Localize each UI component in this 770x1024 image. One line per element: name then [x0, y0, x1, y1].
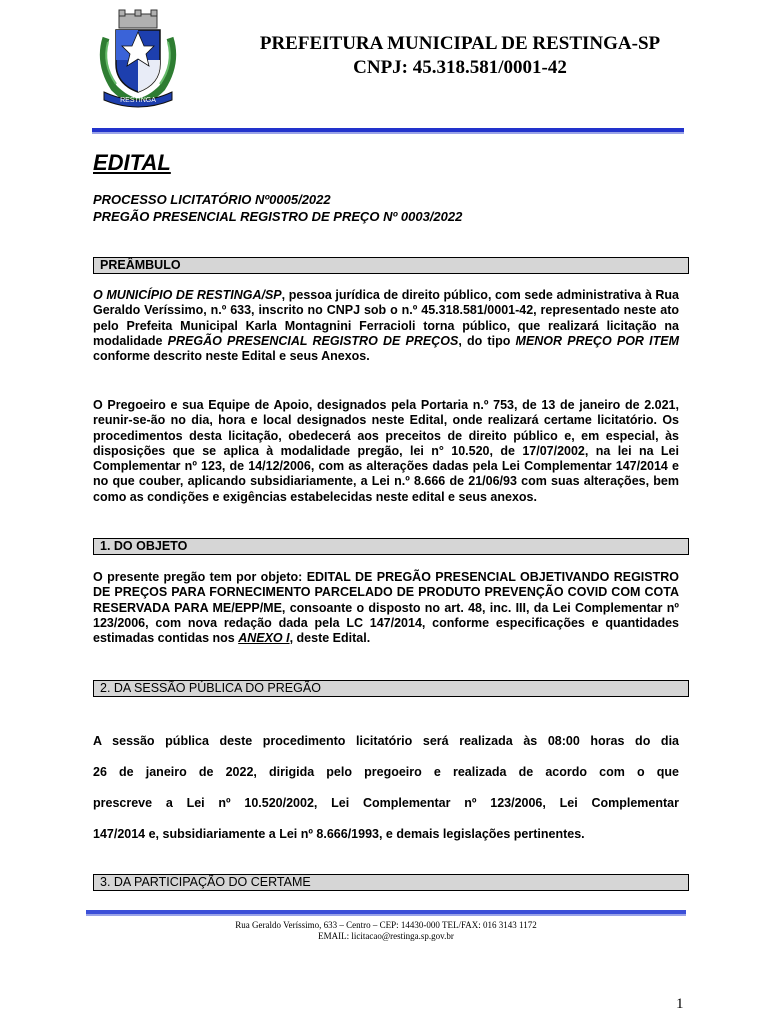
- footer: [86, 920, 686, 942]
- section-title: 2. DA SESSÃO PÚBLICA DO PREGÃO: [100, 681, 321, 695]
- sessao-line-4: 147/2014 e, subsidiariamente a Lei nº 8.666/1993, e demais legislações pertinentes.: [93, 827, 585, 841]
- document-title: EDITAL: [93, 150, 171, 175]
- modality: PREGÃO PRESENCIAL REGISTRO DE PREÇOS: [167, 333, 459, 348]
- text-segment: , deste Edital.: [289, 631, 371, 646]
- section-header-objeto: [93, 538, 689, 555]
- text-segment: O presente pregão tem por objeto: EDITAL DE PREGÃO PRESENCIAL OBJETIVANDO REGISTRO DE PREÇOS PARA FORNECIMENTO PARCELADO DE PRODUTO PREVENÇÃO COVID COM COTA RESERVADA PARA ME/EPP/ME, consoante o disposto no art. 48, inc. III, da Lei Complementar nº 123/2006, com nova redação dada pela LC 147/2014, conforme especificações e quantidades estimadas contidas nos: [93, 570, 679, 646]
- section-title: 1. DO OBJETO: [100, 539, 188, 553]
- section-header-preambulo: [93, 257, 689, 274]
- header-line-1: PREFEITURA MUNICIPAL DE RESTINGA-SP: [259, 33, 661, 54]
- preambulo-paragraph-1: [93, 288, 679, 364]
- annex-reference: ANEXO I: [238, 631, 290, 646]
- sessao-line-2: 26 de janeiro de 2022, dirigida pelo pregoeiro e realizada de acordo com o que: [93, 765, 679, 779]
- process-info: [93, 191, 462, 225]
- text-segment: , pessoa jurídica de direito público, com sede administrativa à Rua Geraldo Veríssimo, n.º 633, inscrito no CNPJ sob o n.º 45.318.581/0001-42, representado neste ato pelo Prefeita Municipal Karla Montagnini Ferracioli torna público, que realizará licitação na modalidade: [93, 288, 679, 348]
- header-title: [200, 32, 720, 80]
- municipal-crest: [92, 8, 184, 108]
- section-title: PREÂMBULO: [100, 258, 181, 272]
- municipality-name: O MUNICÍPIO DE RESTINGA/SP: [93, 288, 282, 302]
- sessao-line-3: prescreve a Lei nº 10.520/2002, Lei Complementar nº 123/2006, Lei Complementar: [93, 796, 679, 810]
- footer-rule-shadow: [86, 914, 686, 916]
- preambulo-paragraph-2: O Pregoeiro e sua Equipe de Apoio, designados pela Portaria n.º 753, de 13 de janeiro de 2.021, reunir-se-ão no dia, hora e local designados neste Edital, onde realizará certame licitatório. Os procedimentos desta licitação, obedecerá aos preceitos de direito público e, em especial, às disposições que se aplica à modalidade pregão, lei n° 10.520, de 17/07/2002, na lei na Lei Complementar nº 123, de 14/12/2006, com as alterações dadas pela Lei Complementar 147/2014 e no que couber, aplicando subsidiariamente, a Lei n.º 8.666 de 21/06/93 com suas alterações, bem como as condições e exigências estabelecidas neste edital e seus anexos.: [93, 398, 679, 504]
- page-number: 1: [676, 996, 684, 1012]
- text-segment: , do tipo: [458, 333, 516, 348]
- section-header-participacao: [93, 874, 689, 891]
- objeto-paragraph: [93, 570, 679, 646]
- type: MENOR PREÇO POR ITEM: [515, 333, 679, 348]
- process-number: PROCESSO LICITATÓRIO Nº0005/2022: [93, 192, 331, 207]
- text-segment: conforme descrito neste Edital e seus Anexos.: [93, 349, 370, 364]
- footer-email: EMAIL: licitacao@restinga.sp.gov.br: [318, 931, 454, 941]
- section-header-sessao: [93, 680, 689, 697]
- header-line-2: CNPJ: 45.318.581/0001-42: [353, 57, 567, 78]
- pregao-number: PREGÃO PRESENCIAL REGISTRO DE PREÇO Nº 0003/2022: [93, 209, 463, 224]
- footer-address: Rua Geraldo Veríssimo, 633 – Centro – CEP: 14430-000 TEL/FAX: 016 3143 1172: [235, 920, 537, 930]
- sessao-line-1: A sessão pública deste procedimento licitatório será realizada às 08:00 horas do dia: [93, 734, 679, 748]
- crest-ribbon-label: RESTINGA: [120, 97, 156, 104]
- header-rule-shadow: [92, 132, 684, 134]
- section-title: 3. DA PARTICIPAÇÃO DO CERTAME: [100, 875, 311, 889]
